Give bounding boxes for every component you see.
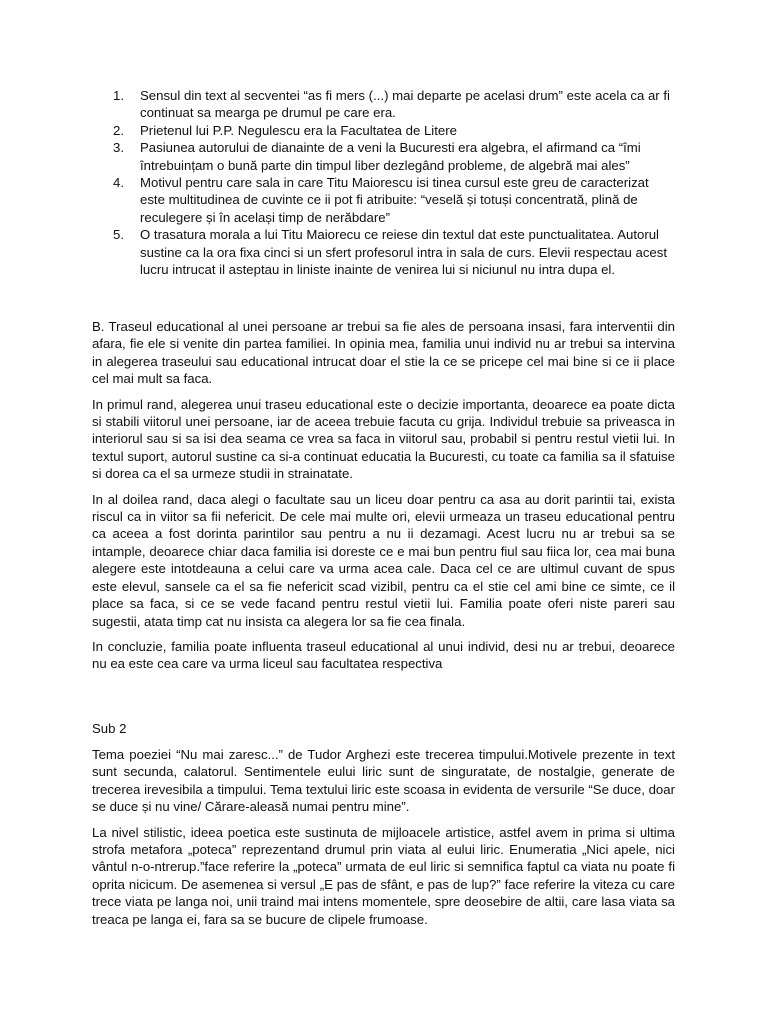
list-item	[113, 87, 675, 122]
section-heading: Sub 2	[92, 721, 127, 736]
answers-list	[113, 87, 675, 278]
essay-paragraph: B. Traseul educational al unei persoane ar trebui sa fie ales de persoana insasi, fara interventii din afara, fie ele si venite din partea familiei. In opinia mea, familia unui individ nu ar trebui sa intervina in alegerea traseului sau educational intrucat doar el stie la ce se pricepe cel mai bine si ce ii place cel mai mult sa faca.	[92, 319, 675, 387]
list-item	[113, 122, 675, 139]
list-item	[113, 139, 675, 174]
list-text: Pasiunea autorului de dianainte de a veni la Bucuresti era algebra, el afirmand ca “îmi întrebuințam o bună parte din timpul liber dezlegând probleme, de algebră mai ales”	[140, 140, 641, 173]
list-number: 5.	[113, 227, 124, 243]
list-number: 1.	[113, 88, 124, 103]
list-number: 2.	[113, 122, 124, 138]
list-text: Motivul pentru care sala in care Titu Maiorescu isi tinea cursul este greu de caracterizat este multitudinea de cuvinte ce ii pot fi atribuite: “veselă și totuși concentrată, plină de reculegere și în același timp de nerăbdare”	[140, 175, 649, 225]
essay-paragraph: In primul rand, alegerea unui traseu educational este o decizie importanta, deoarece ea poate dicta si stabili viitorul unei persoane, iar de aceea trebuie facuta cu grija. Individul trebuie sa priveasca in interiorul sau si sa isi dea seama ce vrea sa faca in viitorul sau, probabil si pentru restul vietii lui. In textul suport, autorul sustine ca si-a continuat educatia la Bucuresti, cu toate ca familia sa il sfatuise si dorea ca el sa urmeze studii in strainatate.	[92, 396, 675, 482]
analysis-paragraph: La nivel stilistic, ideea poetica este sustinuta de mijloacele artistice, astfel avem in prima si ultima strofa metafora „poteca” reprezentand drumul prin viata al eului liric. Enumeratia „Nici apele, nici vântul n-o-ntrerup.”face referire la „poteca” urmata de eul liric si semnifica faptul ca viata nu poate fi oprita nicicum. De asemenea si versul „E pas de sfânt, e pas de lup?” face referire la viteza cu care trece viata pe langa noi, unii traind mai intens momentele, spre deosebire de altii, care lasa viata sa treaca pe langa ei, fara sa se bucure de clipele frumoase.	[92, 824, 675, 927]
poem-analysis-section	[92, 746, 675, 936]
analysis-paragraph: Tema poeziei “Nu mai zaresc...” de Tudor Arghezi este trecerea timpului.Motivele prezente in text sunt secunda, calatorul. Sentimentele eului liric sunt de singuratate, de nostalgie, generate de trecerea irevesibila a timpului. Tema textului liric este scoasa in evidenta de versurile “Se duce, doar se duce și nu vine/ Cărare-aleasă numai pentru mine”.	[92, 747, 675, 815]
essay-paragraph: In concluzie, familia poate influenta traseul educational al unui individ, desi nu ar trebui, deoarece nu ea este cea care va urma liceul sau facultatea respectiva	[92, 638, 675, 672]
list-text: Prietenul lui P.P. Negulescu era la Facultatea de Litere	[140, 122, 457, 138]
essay-paragraph: In al doilea rand, daca alegi o facultate sau un liceu doar pentru ca asa au dorit parintii tai, exista riscul ca in viitor sa fii nefericit. De cele mai multe ori, elevii urmeaza un traseu educational pentru ca aceea a fost dorinta parintilor sau pentru a nu ii dezamagi. Acest lucru nu ar trebui sa se intample, deoarece chiar daca familia isi doreste ce e mai bun pentru fiul sau fiica lor, cea mai buna alegere este intotdeauna a celui care va urma acea cale. Daca cel ce are ultimul cuvant de spus este elevul, sansele ca el sa fie nefericit scad vizibil, pentru ca el stie cel ami bine ce simte, ce il place sa faca, si ce se vede facand pentru restul vietii lui. Familia poate oferi niste pareri sau sugestii, atata timp cat nu insista ca alegera lor sa fie cea finala.	[92, 491, 675, 629]
list-text: O trasatura morala a lui Titu Maiorecu ce reiese din textul dat este punctualitatea. Autorul sustine ca la ora fixa cinci si un sfert profesorul intra in sala de curs. Elevii respectau acest lucru intrucat il asteptau in liniste inainte de venirea lui si niciunul nu intra dupa el.	[140, 227, 668, 278]
list-item	[113, 226, 675, 278]
list-number: 4.	[113, 175, 124, 191]
essay-section	[92, 318, 675, 681]
list-number: 3.	[113, 140, 124, 156]
list-item	[113, 174, 675, 226]
list-text: Sensul din text al secventei “as fi mers (...) mai departe pe acelasi drum” este acela ca ar fi continuat sa mearga pe drumul pe care era.	[140, 88, 670, 121]
